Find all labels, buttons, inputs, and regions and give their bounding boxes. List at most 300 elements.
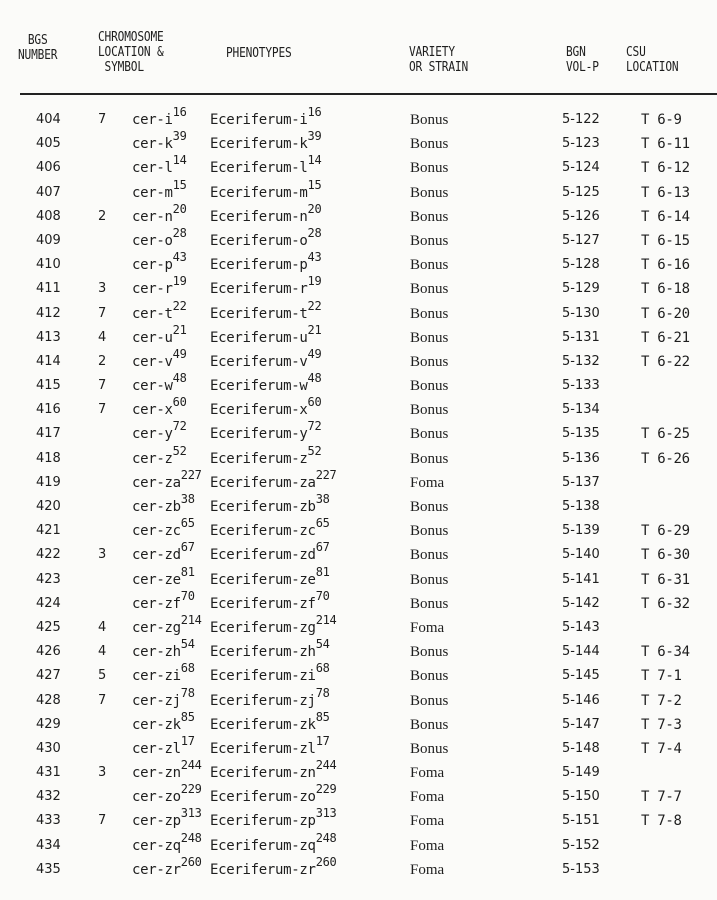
phenotype — [210, 661, 330, 686]
phenotype-base: Eceriferum-u — [210, 329, 308, 346]
phenotype — [210, 177, 322, 203]
csu-location: T 6-12 — [641, 160, 690, 177]
table-row — [0, 177, 717, 205]
symbol — [132, 685, 195, 711]
phenotype-base: Eceriferum-k — [210, 136, 308, 153]
csu-location: T 6-9 — [641, 112, 682, 128]
phenotype-superscript: 72 — [307, 419, 322, 434]
symbol-base: cer-r — [132, 281, 173, 298]
bgn-vol: 5-146 — [562, 692, 600, 708]
symbol-base: cer-ze — [132, 571, 181, 588]
variety: Bonus — [410, 353, 449, 370]
bgn-vol: 5-134 — [562, 402, 600, 418]
table-row — [0, 854, 717, 882]
symbol-superscript: 19 — [172, 274, 187, 289]
phenotype-superscript: 67 — [315, 540, 330, 555]
phenotype-superscript: 248 — [315, 830, 337, 845]
phenotype — [210, 322, 322, 348]
bgn-vol: 5-148 — [562, 740, 600, 756]
variety: Bonus — [410, 426, 449, 443]
bgn-vol: 5-124 — [562, 160, 600, 176]
phenotype — [210, 830, 337, 856]
symbol — [132, 830, 202, 856]
symbol — [132, 661, 195, 686]
symbol-superscript: 78 — [180, 685, 195, 700]
symbol-base: cer-x — [132, 402, 173, 419]
table-row — [0, 492, 717, 519]
symbol-base: cer-z — [132, 450, 173, 467]
bgs-number: 434 — [36, 837, 61, 853]
symbol-base: cer-zl — [132, 740, 181, 757]
symbol — [132, 395, 187, 420]
bgn-vol: 5-145 — [562, 668, 600, 684]
phenotype — [210, 637, 330, 662]
chromosome: 7 — [98, 305, 107, 321]
symbol-base: cer-o — [132, 232, 173, 249]
csu-location: T 6-13 — [641, 184, 690, 201]
phenotype — [210, 758, 337, 783]
variety: Bonus — [410, 112, 449, 128]
chromosome: 5 — [98, 668, 107, 684]
table-row — [0, 322, 717, 350]
phenotype — [210, 225, 322, 251]
symbol-base: cer-u — [132, 329, 173, 346]
symbol — [132, 492, 195, 517]
bgs-number: 407 — [36, 184, 61, 200]
header-chromosome-location: CHROMOSOME LOCATION & SYMBOL — [98, 30, 164, 75]
symbol — [132, 564, 195, 590]
table-row — [0, 564, 717, 592]
phenotype-base: Eceriferum-zp — [210, 813, 316, 830]
phenotype-superscript: 81 — [315, 564, 330, 579]
symbol — [132, 419, 187, 444]
phenotype-base: Eceriferum-y — [210, 426, 308, 443]
chromosome: 4 — [98, 329, 107, 345]
chromosome: 3 — [98, 281, 107, 297]
bgn-vol: 5-135 — [562, 426, 600, 442]
phenotype-superscript: 20 — [307, 201, 322, 216]
variety: Bonus — [410, 740, 449, 757]
symbol — [132, 637, 195, 662]
phenotype — [210, 540, 330, 565]
phenotype — [210, 588, 330, 614]
symbol — [132, 225, 187, 251]
symbol — [132, 274, 187, 299]
symbol — [132, 443, 187, 469]
phenotype-superscript: 70 — [315, 588, 330, 603]
table-body — [0, 105, 717, 882]
symbol — [132, 467, 202, 493]
csu-location: T 6-20 — [641, 305, 690, 322]
csu-location: T 6-34 — [641, 644, 690, 661]
phenotype-base: Eceriferum-n — [210, 208, 308, 225]
bgn-vol: 5-128 — [562, 257, 600, 273]
table-row — [0, 298, 717, 326]
header-variety: VARIETY OR STRAIN — [409, 45, 469, 75]
table-row — [0, 129, 717, 156]
phenotype-base: Eceriferum-zn — [210, 765, 316, 782]
bgn-vol: 5-126 — [562, 208, 600, 224]
variety: Bonus — [410, 595, 449, 612]
csu-location: T 6-21 — [641, 329, 690, 346]
table-row — [0, 661, 717, 688]
header-rule — [20, 93, 717, 95]
symbol — [132, 346, 187, 372]
symbol-base: cer-zq — [132, 837, 181, 854]
phenotype-base: Eceriferum-zq — [210, 837, 316, 854]
phenotype-superscript: 39 — [307, 129, 322, 144]
symbol-base: cer-za — [132, 474, 181, 491]
phenotype-superscript: 85 — [315, 709, 330, 724]
bgs-number: 404 — [36, 112, 61, 127]
bgn-vol: 5-147 — [562, 716, 600, 732]
symbol-superscript: 81 — [180, 564, 195, 579]
variety: Bonus — [410, 136, 449, 153]
symbol — [132, 298, 187, 324]
bgs-number: 421 — [36, 523, 61, 539]
phenotype — [210, 443, 322, 469]
phenotype-superscript: 28 — [307, 225, 322, 240]
symbol-base: cer-zn — [132, 765, 181, 782]
bgn-vol: 5-152 — [562, 837, 600, 853]
symbol-base: cer-l — [132, 160, 173, 177]
phenotype — [210, 250, 322, 275]
variety: Foma — [410, 619, 445, 636]
variety: Foma — [410, 861, 445, 878]
bgs-number: 429 — [36, 716, 61, 732]
bgs-number: 418 — [36, 450, 61, 466]
symbol-base: cer-i — [132, 112, 173, 128]
phenotype-superscript: 54 — [315, 637, 330, 652]
phenotype — [210, 129, 322, 154]
symbol — [132, 516, 195, 541]
csu-location: T 6-32 — [641, 595, 690, 612]
symbol-superscript: 229 — [180, 782, 202, 797]
bgs-number: 416 — [36, 402, 61, 418]
bgs-number: 428 — [36, 692, 61, 708]
bgn-vol: 5-131 — [562, 329, 600, 345]
csu-location: T 6-30 — [641, 547, 690, 564]
phenotype — [210, 105, 322, 130]
bgs-number: 425 — [36, 619, 61, 635]
bgs-number: 408 — [36, 208, 61, 224]
table-row — [0, 225, 717, 253]
symbol — [132, 854, 202, 880]
symbol-superscript: 313 — [180, 806, 202, 821]
phenotype — [210, 612, 337, 638]
phenotype-base: Eceriferum-zd — [210, 547, 316, 564]
bgn-vol: 5-149 — [562, 765, 600, 781]
symbol-base: cer-t — [132, 305, 173, 322]
bgs-number: 423 — [36, 571, 61, 587]
symbol-base: cer-zh — [132, 644, 181, 661]
table-row — [0, 733, 717, 761]
symbol — [132, 540, 195, 565]
phenotype-superscript: 227 — [315, 467, 337, 482]
csu-location: T 7-7 — [641, 789, 682, 806]
symbol-superscript: 244 — [180, 758, 202, 773]
phenotype-superscript: 19 — [307, 274, 322, 289]
symbol-superscript: 227 — [180, 467, 202, 482]
symbol-superscript: 260 — [180, 854, 202, 869]
chromosome: 4 — [98, 619, 107, 635]
phenotype-base: Eceriferum-r — [210, 281, 308, 298]
phenotype-base: Eceriferum-zf — [210, 595, 316, 612]
symbol-superscript: 70 — [180, 588, 195, 603]
phenotype-superscript: 21 — [307, 322, 322, 337]
phenotype — [210, 298, 322, 324]
table-row — [0, 153, 717, 180]
phenotype-superscript: 229 — [315, 782, 337, 797]
symbol-superscript: 214 — [180, 612, 202, 627]
bgn-vol: 5-141 — [562, 571, 600, 587]
phenotype — [210, 153, 322, 178]
phenotype-superscript: 38 — [315, 492, 330, 506]
symbol-superscript: 21 — [172, 322, 187, 337]
symbol-superscript: 48 — [172, 371, 187, 386]
symbol-base: cer-zo — [132, 789, 181, 806]
phenotype-superscript: 17 — [315, 733, 330, 748]
bgs-number: 414 — [36, 353, 61, 369]
bgs-number: 419 — [36, 474, 61, 490]
symbol-base: cer-zd — [132, 547, 181, 564]
table-row — [0, 806, 717, 833]
variety: Bonus — [410, 571, 449, 588]
variety: Bonus — [410, 378, 449, 395]
variety: Bonus — [410, 184, 449, 201]
phenotype-base: Eceriferum-zg — [210, 619, 316, 636]
phenotype-base: Eceriferum-t — [210, 305, 308, 322]
phenotype-superscript: 49 — [307, 346, 322, 361]
phenotype-superscript: 68 — [315, 661, 330, 676]
variety: Bonus — [410, 257, 449, 274]
bgn-vol: 5-132 — [562, 353, 600, 369]
phenotype-superscript: 22 — [307, 298, 322, 313]
phenotype — [210, 274, 322, 299]
chromosome: 3 — [98, 765, 107, 781]
phenotype-superscript: 244 — [315, 758, 337, 773]
bgs-number: 411 — [36, 281, 61, 297]
symbol-superscript: 248 — [180, 830, 202, 845]
phenotype — [210, 709, 330, 735]
csu-location: T 7-3 — [641, 716, 682, 733]
bgn-vol: 5-143 — [562, 619, 600, 635]
variety: Bonus — [410, 160, 449, 177]
bgn-vol: 5-123 — [562, 136, 600, 152]
chromosome: 7 — [98, 112, 107, 127]
bgn-vol: 5-125 — [562, 184, 600, 200]
symbol-base: cer-k — [132, 136, 173, 153]
phenotype — [210, 782, 337, 807]
variety: Foma — [410, 837, 445, 854]
phenotype-superscript: 52 — [307, 443, 322, 458]
phenotype — [210, 733, 330, 759]
table-row — [0, 612, 717, 640]
bgn-vol: 5-136 — [562, 450, 600, 466]
symbol-superscript: 54 — [180, 637, 195, 652]
table-row — [0, 685, 717, 713]
variety: Bonus — [410, 402, 449, 419]
variety: Bonus — [410, 523, 449, 540]
phenotype — [210, 346, 322, 372]
symbol-base: cer-zk — [132, 716, 181, 733]
phenotype-base: Eceriferum-w — [210, 378, 308, 395]
bgn-vol: 5-133 — [562, 378, 600, 394]
bgs-number: 431 — [36, 765, 61, 781]
variety: Bonus — [410, 281, 449, 298]
csu-location: T 7-2 — [641, 692, 682, 709]
phenotype-base: Eceriferum-m — [210, 184, 308, 201]
phenotype-base: Eceriferum-zk — [210, 716, 316, 733]
symbol-superscript: 72 — [172, 419, 187, 434]
table-row — [0, 540, 717, 567]
csu-location: T 6-16 — [641, 257, 690, 274]
phenotype-base: Eceriferum-za — [210, 474, 316, 491]
symbol-superscript: 14 — [172, 153, 187, 168]
phenotype — [210, 492, 330, 517]
symbol-superscript: 60 — [172, 395, 187, 410]
variety: Bonus — [410, 716, 449, 733]
symbol-base: cer-zb — [132, 499, 181, 515]
bgn-vol: 5-142 — [562, 595, 600, 611]
symbol — [132, 250, 187, 275]
bgn-vol: 5-127 — [562, 232, 600, 248]
chromosome: 4 — [98, 644, 107, 660]
phenotype-superscript: 60 — [307, 395, 322, 410]
phenotype-base: Eceriferum-o — [210, 232, 308, 249]
symbol-superscript: 22 — [172, 298, 187, 313]
phenotype-base: Eceriferum-zl — [210, 740, 316, 757]
bgs-number: 430 — [36, 740, 61, 756]
phenotype — [210, 201, 322, 227]
bgs-number: 433 — [36, 813, 61, 829]
table-row — [0, 419, 717, 446]
bgs-number: 426 — [36, 644, 61, 660]
symbol-superscript: 38 — [180, 492, 195, 506]
table-row — [0, 588, 717, 616]
symbol — [132, 105, 187, 130]
phenotype-base: Eceriferum-i — [210, 112, 308, 128]
table-row — [0, 758, 717, 785]
table-row — [0, 443, 717, 471]
variety: Bonus — [410, 644, 449, 661]
symbol-superscript: 68 — [180, 661, 195, 676]
symbol-superscript: 52 — [172, 443, 187, 458]
symbol-base: cer-zp — [132, 813, 181, 830]
csu-location: T 6-22 — [641, 353, 690, 370]
phenotype — [210, 371, 322, 396]
phenotype — [210, 685, 330, 711]
variety: Bonus — [410, 450, 449, 467]
symbol-superscript: 65 — [180, 516, 195, 531]
table-row — [0, 467, 717, 495]
phenotype-superscript: 78 — [315, 685, 330, 700]
bgs-number: 406 — [36, 160, 61, 176]
table-row — [0, 709, 717, 737]
table-row — [0, 105, 717, 132]
symbol-base: cer-zf — [132, 595, 181, 612]
table-row — [0, 637, 717, 664]
chromosome: 7 — [98, 692, 107, 708]
symbol-base: cer-zc — [132, 523, 181, 540]
symbol — [132, 129, 187, 154]
symbol — [132, 733, 195, 759]
variety: Foma — [410, 765, 445, 782]
bgs-number: 422 — [36, 547, 61, 563]
variety: Bonus — [410, 208, 449, 225]
csu-location: T 6-29 — [641, 523, 690, 540]
symbol — [132, 806, 202, 831]
bgn-vol: 5-122 — [562, 112, 600, 127]
phenotype-base: Eceriferum-zr — [210, 861, 316, 878]
symbol-base: cer-zg — [132, 619, 181, 636]
variety: Bonus — [410, 232, 449, 249]
phenotype — [210, 419, 322, 444]
phenotype-superscript: 313 — [315, 806, 337, 821]
symbol-base: cer-zj — [132, 692, 181, 709]
phenotype-superscript: 48 — [307, 371, 322, 386]
symbol-superscript: 85 — [180, 709, 195, 724]
bgn-vol: 5-139 — [562, 523, 600, 539]
symbol-base: cer-p — [132, 257, 173, 274]
symbol — [132, 588, 195, 614]
phenotype — [210, 516, 330, 541]
header-phenotypes: PHENOTYPES — [226, 46, 292, 61]
bgn-vol: 5-151 — [562, 813, 600, 829]
phenotype-base: Eceriferum-zc — [210, 523, 316, 540]
variety: Foma — [410, 789, 445, 806]
phenotype-base: Eceriferum-p — [210, 257, 308, 274]
symbol — [132, 322, 187, 348]
bgs-number: 410 — [36, 257, 61, 273]
csu-location: T 7-8 — [641, 813, 682, 830]
csu-location: T 6-31 — [641, 571, 690, 588]
symbol-base: cer-n — [132, 208, 173, 225]
table-row — [0, 250, 717, 277]
phenotype-superscript: 14 — [307, 153, 322, 168]
chromosome: 2 — [98, 208, 107, 224]
bgs-number: 413 — [36, 329, 61, 345]
csu-location: T 7-1 — [641, 668, 682, 685]
phenotype-superscript: 65 — [315, 516, 330, 531]
phenotype-superscript: 43 — [307, 250, 322, 265]
symbol-base: cer-y — [132, 426, 173, 443]
symbol-superscript: 43 — [172, 250, 187, 265]
chromosome: 7 — [98, 378, 107, 394]
csu-location: T 7-4 — [641, 740, 682, 757]
phenotype-superscript: 214 — [315, 612, 337, 627]
bgn-vol: 5-130 — [562, 305, 600, 321]
phenotype-base: Eceriferum-zj — [210, 692, 316, 709]
variety: Bonus — [410, 692, 449, 709]
phenotype-superscript: 260 — [315, 854, 337, 869]
phenotype-base: Eceriferum-l — [210, 160, 308, 177]
chromosome: 3 — [98, 547, 107, 563]
chromosome: 7 — [98, 402, 107, 418]
phenotype-base: Eceriferum-zi — [210, 668, 316, 685]
csu-location: T 6-15 — [641, 232, 690, 249]
csu-location: T 6-11 — [641, 136, 690, 153]
variety: Foma — [410, 813, 445, 830]
variety: Foma — [410, 474, 445, 491]
table-row — [0, 830, 717, 858]
csu-location: T 6-14 — [641, 208, 690, 225]
symbol-base: cer-v — [132, 353, 173, 370]
table-row — [0, 346, 717, 374]
symbol-base: cer-zr — [132, 861, 181, 878]
phenotype-base: Eceriferum-x — [210, 402, 308, 419]
bgs-number: 435 — [36, 861, 61, 877]
